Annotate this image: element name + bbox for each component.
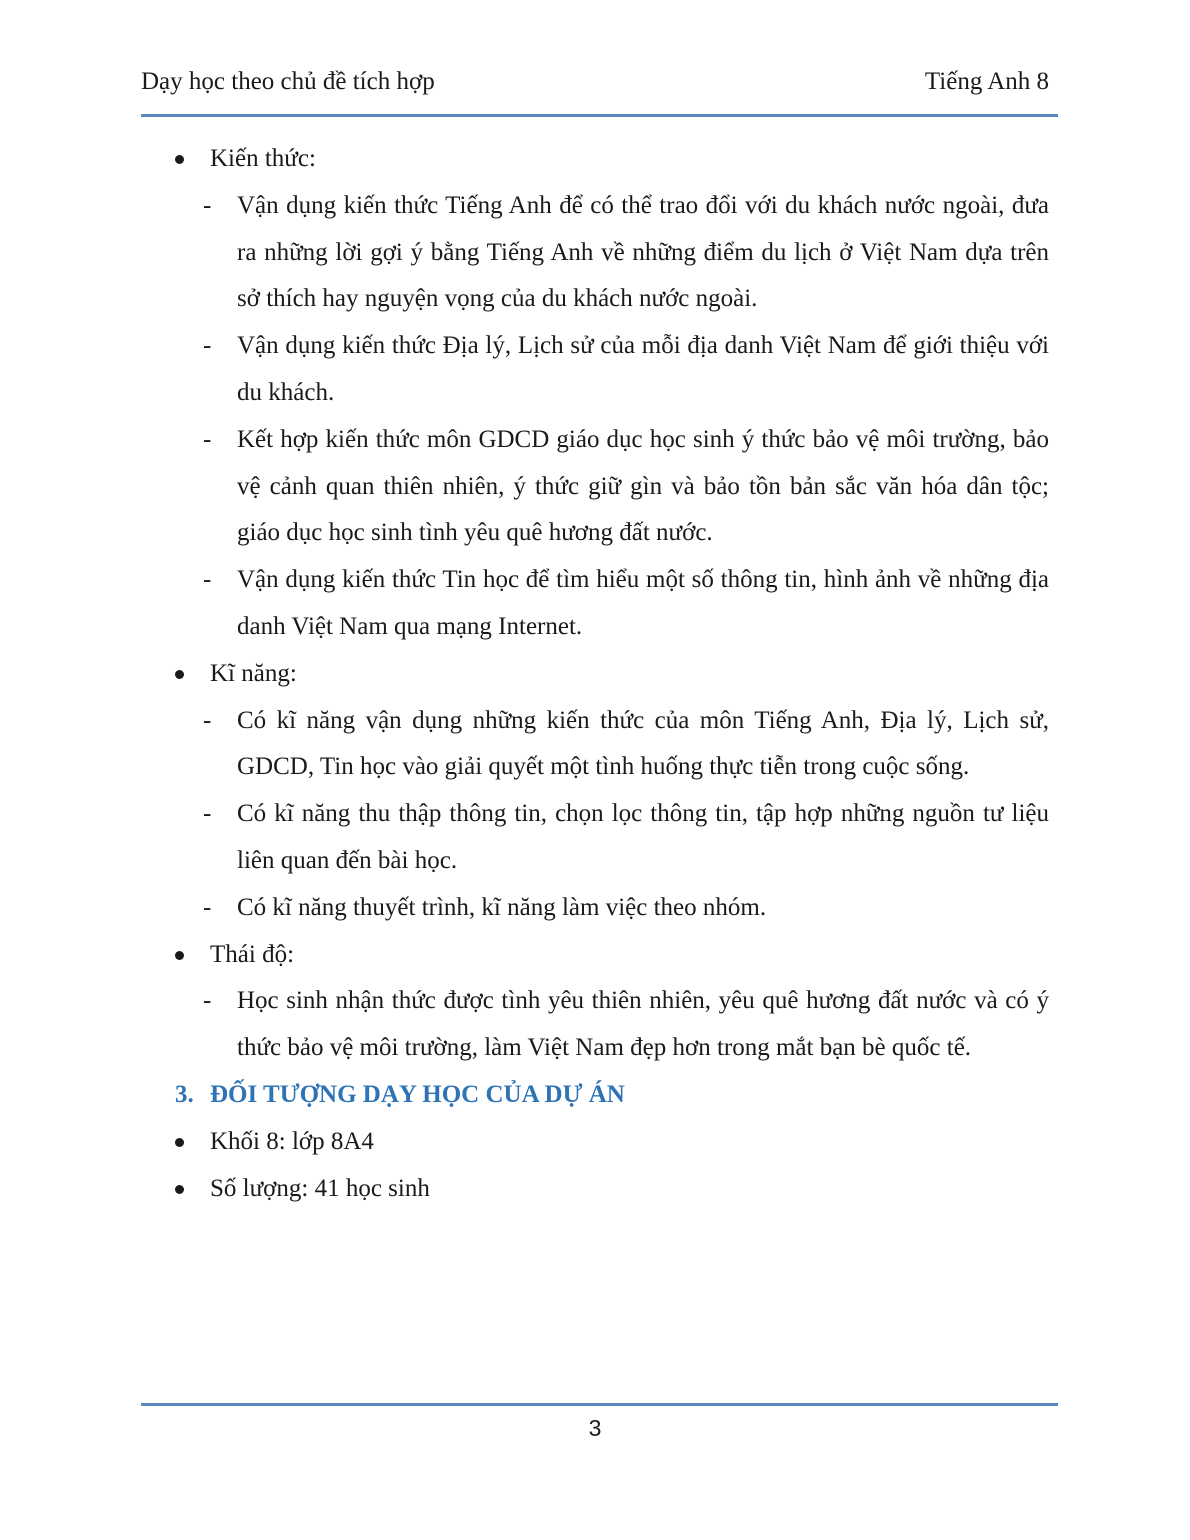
section-number: 3. (175, 1080, 194, 1108)
header-title: Dạy học theo chủ đề tích hợp (141, 68, 435, 95)
bullet-icon (175, 951, 184, 960)
dash-item (0, 885, 1049, 932)
dash-text: Vận dụng kiến thức Tiếng Anh để có thể trao đổi với du khách nước ngoài, đưa ra những lời gợi ý bằng Tiếng Anh về những điểm du lịch ở Việt Nam dựa trên sở thích hay nguyện vọng của du khách nước ngoài. (237, 191, 1049, 313)
dash-icon: - (203, 893, 212, 921)
bullet-item (0, 1166, 1049, 1213)
dash-item (0, 323, 1049, 417)
bullet-icon (175, 155, 184, 164)
bullet-icon (175, 670, 184, 679)
dash-icon: - (203, 425, 212, 453)
dash-text: Vận dụng kiến thức Tin học để tìm hiểu một số thông tin, hình ảnh về những địa danh Việt Nam qua mạng Internet. (237, 566, 1049, 640)
dash-text: Có kĩ năng vận dụng những kiến thức của môn Tiếng Anh, Địa lý, Lịch sử, GDCD, Tin học vào giải quyết một tình huống thực tiễn trong cuộc sống. (237, 706, 1049, 781)
dash-text: Có kĩ năng thu thập thông tin, chọn lọc thông tin, tập hợp những nguồn tư liệu liên quan đến bài học. (237, 800, 1049, 874)
bullet-item (0, 1119, 1049, 1166)
bullet-item (0, 651, 1049, 698)
bullet-title: Kiến thức: (210, 145, 316, 172)
dash-item (0, 978, 1049, 1072)
footer-divider (141, 1403, 1058, 1406)
dash-text: Vận dụng kiến thức Địa lý, Lịch sử của mỗi địa danh Việt Nam để giới thiệu với du khách. (237, 332, 1049, 406)
section-heading (0, 1072, 1049, 1119)
bullet-icon (175, 1138, 184, 1147)
dash-item (0, 698, 1049, 792)
dash-item (0, 417, 1049, 557)
header-subject: Tiếng Anh 8 (924, 68, 1049, 95)
bullet-item (0, 136, 1049, 183)
dash-icon: - (203, 566, 212, 594)
dash-item (0, 183, 1049, 323)
bullet-text: Số lượng: 41 học sinh (210, 1174, 430, 1202)
bullet-title: Kĩ năng: (210, 659, 297, 687)
dash-icon: - (203, 800, 212, 828)
dash-icon: - (203, 332, 212, 360)
bullet-text: Khối 8: lớp 8A4 (210, 1127, 374, 1155)
dash-icon: - (203, 191, 212, 219)
bullet-item (0, 932, 1049, 979)
header-divider (141, 114, 1058, 117)
page-number: 3 (588, 1415, 602, 1441)
bullet-title: Thái độ: (210, 940, 295, 968)
page-header (141, 68, 1049, 106)
dash-item (0, 791, 1049, 885)
bullet-icon (175, 1185, 184, 1194)
document-body (0, 136, 1190, 1212)
dash-icon: - (203, 706, 212, 734)
dash-text: Học sinh nhận thức được tình yêu thiên nhiên, yêu quê hương đất nước và có ý thức bảo vệ môi trường, làm Việt Nam đẹp hơn trong mắt bạn bè quốc tế. (237, 987, 1049, 1062)
dash-item (0, 557, 1049, 651)
dash-icon: - (203, 987, 212, 1015)
section-title: ĐỐI TƯỢNG DẠY HỌC CỦA DỰ ÁN (210, 1080, 625, 1108)
dash-text: Có kĩ năng thuyết trình, kĩ năng làm việc theo nhóm. (237, 893, 767, 921)
dash-text: Kết hợp kiến thức môn GDCD giáo dục học sinh ý thức bảo vệ môi trường, bảo vệ cảnh quan thiên nhiên, ý thức giữ gìn và bảo tồn bản sắc văn hóa dân tộc; giáo dục học sinh tình yêu quê hương đất nước. (237, 425, 1049, 547)
